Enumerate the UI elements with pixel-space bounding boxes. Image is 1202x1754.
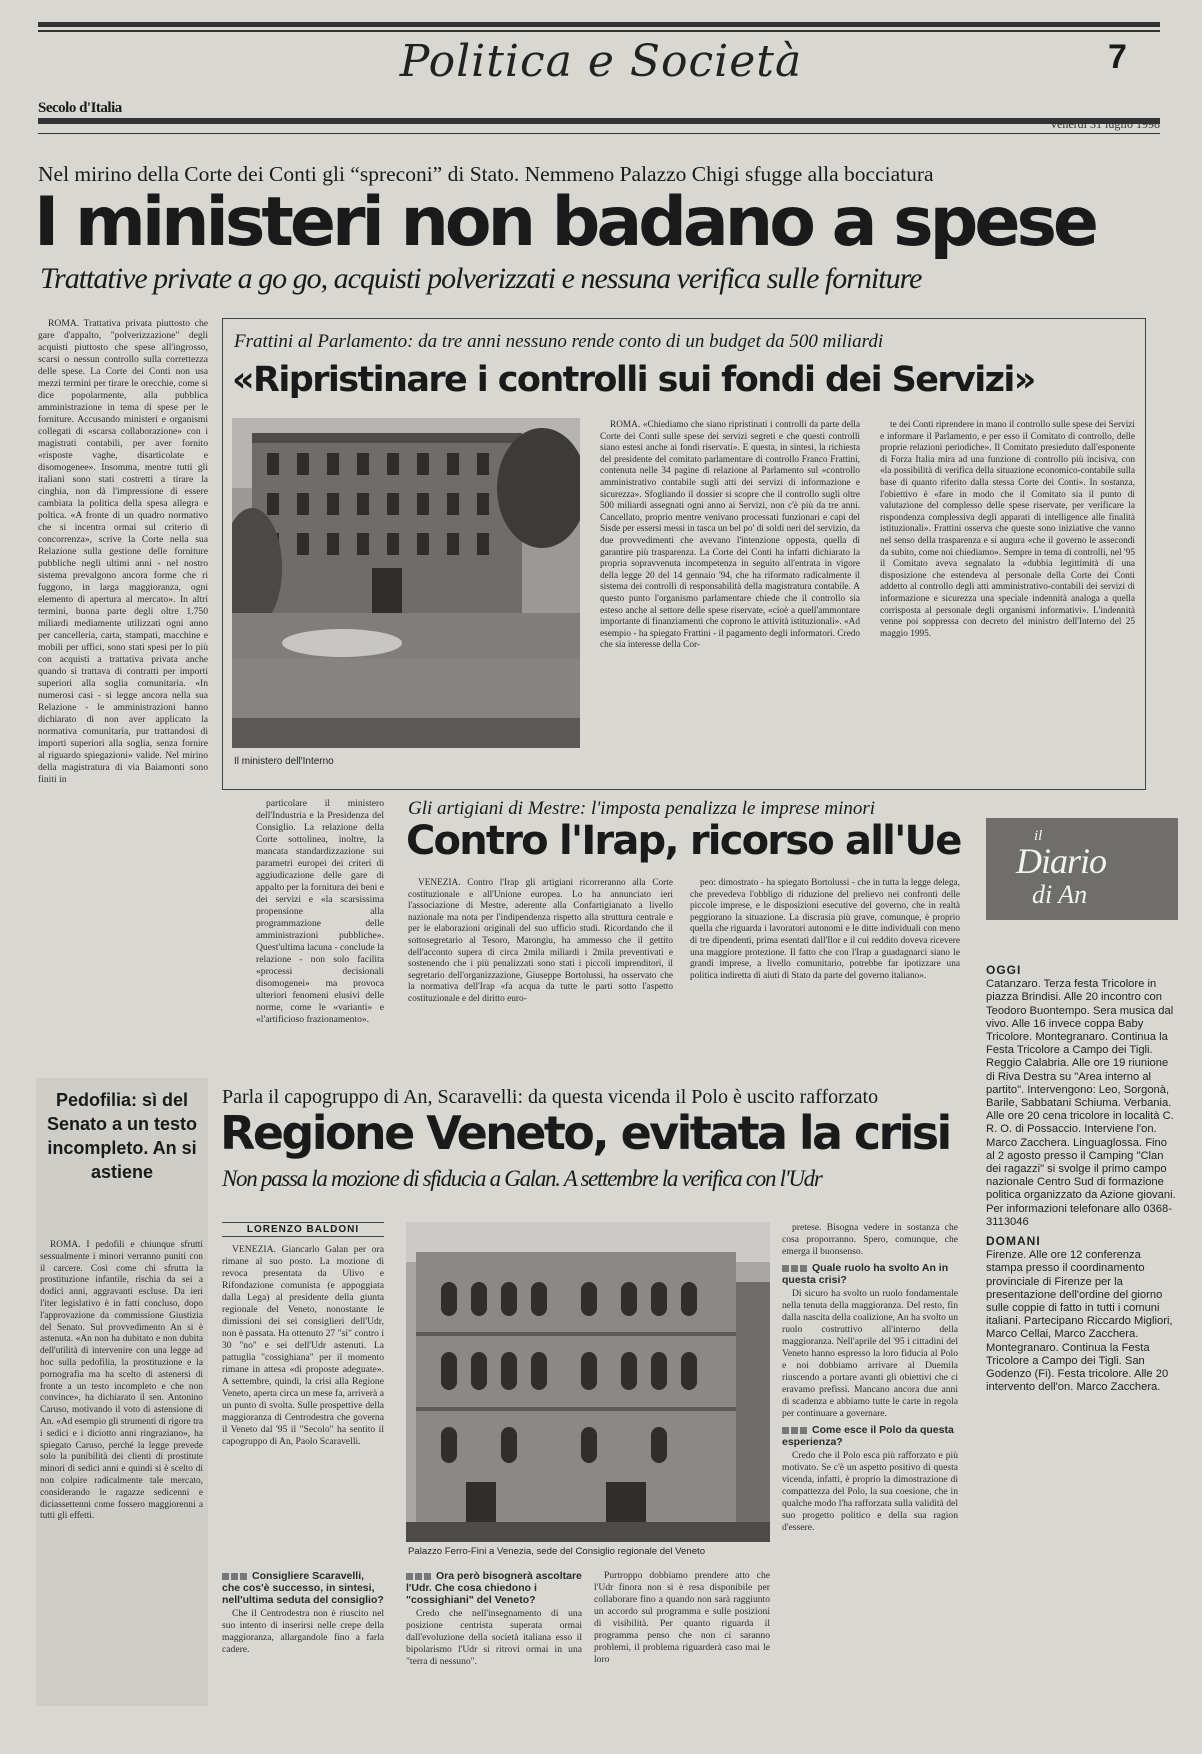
date-rule	[38, 133, 1160, 134]
page-number: 7	[1108, 38, 1127, 76]
diario-oggi-label: OGGI	[986, 964, 1022, 977]
veneto-question-4: Come esce il Polo da questa esperienza?	[782, 1424, 954, 1448]
pedofilia-headline: Pedofilia: sì del Senato a un testo incompleto. An si astiene	[46, 1090, 198, 1182]
building-illustration	[232, 418, 580, 748]
veneto-answer-4: Credo che il Polo esca più rafforzato e più motivato. Se c'è un aspetto positivo di questa vicenda, infatti, è proprio la dimostrazione di compattezza del Polo, la sua coesione, che in qualche modo l'ha rafforzata sulla validità del suo progetto politico e della sua ragion d'essere.	[782, 1450, 958, 1533]
diario-oggi-text: Catanzaro. Terza festa Tricolore in piazza Brindisi. Alle 20 incontro con Teodoro Buontempo. Sera musica dal vivo. Alle 16 invece coppa Baby Tricolore. Montegranaro. Continua la Festa Tricolore a Campo dei Tigli. Reggio Calabria. Alle ore 19 riunione di Riva Destra su "Area interno al partito". Intervengono: Leo, Sorgonà, Barile, Sabbatani Schiuma. Verbania. Alle ore 20 cena tricolore in località C. R. O. di Possaccio. Interviene l'on. Marco Zacchera. Linguaglossa. Fino al 2 agosto presso il Camping "Clan dei ragazzi" si svolge il primo campo nazionale Centro Sud di formazione politica organizzato da Azione giovani. Per informazioni telefonare allo 0368-3113046	[986, 978, 1176, 1228]
diario-logo-main: Diario	[1016, 841, 1107, 881]
irap-body: VENEZIA. Contro l'Irap gli artigiani ricorreranno alla Corte costituzionale e all'Unione europea. Lo ha annunciato ieri l'associazione di Mestre, aderente alla Confartigianato a livello nazionale ma nota per l'indipendenza rispetto alla struttura centrale e per le elaborazioni originali del suo ufficio studi. Ricordando che il sottosegretario al Tesoro, Marongiu, ha ammesso che il gettito dell'acconto supera di circa 2mila miliardi i 2mila preventivati e sostenendo che i più penalizzati sono stati i piccoli imprenditori, il segretario dell'organizzazione, Giuseppe Bortolussi, ha osservato che la normativa dell'Irap «fa acqua da tutte le parti sotto l'aspetto costituzionale e del diritto euro-	[408, 878, 673, 1004]
diario-domani-label: DOMANI	[986, 1234, 1041, 1249]
servizi-body-cont: te dei Conti riprendere in mano il controllo sulle spese dei Servizi e informare il Parlamento, e per esso il Comitato di controllo, delle proprie relazioni periodiche». Il Comitato presieduto dall'esponente di Forza Italia mira ad una funzione di controllo più incisiva, con «la possibilità di verifica della situazione economico-contabile sulla base di quanto riferito dalla stessa Corte dei Conti». In sostanza, l'obiettivo è «fare in modo che il Comitato sia il punto di valutazione del complesso delle spese riservate, per verificare la rispondenza complessiva degli apparati di intelligence alle finalità istituzionali». Frattini osserva che queste sono iniziative che vanno nel senso della trasparenza e si augura «che il governo le assecondi da subito, come noi chiediamo». Sempre in tema di controlli, nel '95 il Comitato aveva segnalato la «dubbia legittimità di una disposizione che estendeva al personale della Corte dei Conti addetto al controllo degli atti amministrativo-contabili dei servizi di informazione e sicurezza una speciale indennità analoga a quella corrisposta al personale degli organismi informativi». L'indennità venne poi soppressa con decreto del ministro dell'Interno del 25 maggio 1995.	[880, 420, 1135, 639]
main-story-column-2	[256, 798, 384, 1050]
irap-kicker: Gli artigiani di Mestre: l'imposta penalizza le imprese minori	[408, 798, 876, 819]
issue-date: Venerdì 31 luglio 1998	[1049, 117, 1160, 131]
question-marker-icon	[222, 1573, 248, 1580]
veneto-body-cont: pretese. Bisogna vedere in sostanza che cosa proporranno. Spero, comunque, che emerga il buonsenso.	[782, 1222, 958, 1257]
paper-name: Secolo d'Italia	[38, 100, 122, 116]
veneto-question-1: Consigliere Scaravelli, che cos'è successo, in sintesi, nell'ultima seduta del consiglio?	[222, 1570, 384, 1606]
servizi-headline: «Ripristinare i controlli sui fondi dei Servizi»	[232, 360, 1035, 400]
diario-logo-small: il	[1034, 828, 1043, 844]
section-title: Politica e Società	[399, 36, 803, 87]
pedofilia-body: ROMA. I pedofili e chiunque sfrutti sessualmente i minori verranno puniti con il carcere. Così come chi sfrutta la prostituzione infantile, rischia da sei a dodici anni, aggravanti escluse. Da ieri l'iter legislativo è in fatti concluso, dopo l'approvazione da commissione Giustizia del Senato. Sul provvedimento An si è astenuta. «An non ha dubitato e non dubita dell'utilità di intervenire con una legge ad hoc sulla pedofilia, la prostituzione e la pornografia ma ha scelto di astenersi di fronte a un testo incompleto e che non convince», ha dichiarato il sen. Antonino Caruso, motivando il voto di astensione di An. «Ad esempio gli strumenti di rigore tra i sedici e i diciotto anni ringraziano», ha spiegato Caruso, perché la legge prevede solo la punibilità dei clienti di prostitute minori di sedici anni e quindi si è scelto di non colpire radicalmente tale mercato, considerando le ragazze sedicenni e diciassettenni come fossero maggiorenni a tutti gli effetti.	[40, 1240, 203, 1522]
irap-column-1	[408, 878, 673, 1050]
veneto-headline: Regione Veneto, evitata la crisi	[220, 1106, 950, 1160]
top-rule	[38, 22, 1160, 27]
irap-headline: Contro l'Irap, ricorso all'Ue	[406, 818, 961, 864]
question-marker-icon	[406, 1573, 432, 1580]
question-marker-icon	[782, 1265, 808, 1272]
main-subheadline: Trattative private a go go, acquisti polverizzati e nessuna verifica sulle forniture	[40, 262, 922, 295]
veneto-answer-3: Di sicuro ha svolto un ruolo fondamentale nella tenuta della maggioranza. Del resto, fin dalla nascita della coalizione, An ha svolto un ruolo costruttivo all'interno della maggioranza. Nell'aprile del '95 i cittadini del Veneto hanno espresso la loro fiducia al Polo e noi dobbiamo arrivare al Duemila riuscendo a portare avanti gli obiettivi che ci eravamo prefissi. Mancano ancora due anni di scadenza e abbiamo tutte le carte in regola per continuare a governare.	[782, 1288, 958, 1419]
veneto-column-4	[782, 1222, 958, 1716]
veneto-question-3: Quale ruolo ha svolto An in questa crisi?	[782, 1262, 949, 1286]
veneto-kicker: Parla il capogruppo di An, Scaravelli: da questa vicenda il Polo è uscito rafforzato	[222, 1086, 879, 1108]
main-story-body-cont: particolare il ministero dell'Industria e la Presidenza del Consiglio. La relazione della Corte sottolinea, inoltre, la mancata standardizzazione sui parametri europei dei criteri di aggiudicazione delle gare di appalto per la fornitura dei beni e dei servizi e «la scarsissima propensione alla programmazione delle amministrazioni pubbliche». Quest'ultima lacuna - conclude la relazione - non solo facilita «processi decisionali disomogenei» ma provoca ulteriori fenomeni elusivi delle norme, come le «varianti» e «l'artificioso frazionamento».	[256, 798, 384, 1025]
main-story-column-1	[38, 318, 208, 790]
veneto-column-3	[594, 1570, 770, 1716]
question-marker-icon	[782, 1427, 808, 1434]
veneto-answer-2b: Purtroppo dobbiamo prendere atto che l'Udr finora non si è resa disponibile per collaborare fino a quando non sarà raggiunto un accordo sul programma e sulle posizioni di visibilità. Per quanto riguarda il programma penso che non ci saranno problemi, il problema riguarderà caso mai le loro	[594, 1570, 770, 1665]
main-headline: I ministeri non badano a spese	[34, 183, 1096, 262]
irap-column-2	[690, 878, 960, 1050]
servizi-body: ROMA. «Chiediamo che siano ripristinati i controlli da parte della Corte dei Conti sulle spese dei servizi segreti e che questi controlli siano estesi anche ai fondi riservati». E questa, in sintesi, la richiesta del presidente del comitato parlamentare di controllo Franco Frattini, contenuta nelle 34 pagine di relazione al Parlamento sul «controllo amministrativo contabile sugli atti dei servizi di informazione e sicurezza». Sfogliando il dossier si scopre che il controllo sugli oltre 500 miliardi assegnati ogni anno ai Servizi, non c'è più da tre anni. Cancellato, proprio mentre venivano processati funzionari e capi del Sisde per essersi messi in tasca un bel po' di soldi neri del servizio, da due provvedimenti che avevano l'intenzione opposta, quella di garantire più trasparenza. La Corte dei Conti ha infatti dichiarato la propria sopravvenuta incompetenza in seguito all'entrata in vigore della legge 20 del 14 gennaio '94, che ha riformato radicalmente il sistema dei controlli di responsabilità della magistratura contabile. A questo punto l'organismo parlamentare chiede che il controllo sia esteso anche al settore delle spese riservate, «cioè a quell'ammontare importante di finanziamenti che coprono le attività istituzionali». «Ad esempio - ha spiegato Frattini - il pagamento degli informatori. Credo che sia interesse della Cor-	[600, 420, 860, 651]
veneto-answer-2: Credo che nell'insegnamento di una posizione centrista superata ormai dall'evoluzione della società italiana esso il bipolarismo l'Udr si ritrovi ormai in una "terra di nessuno".	[406, 1608, 582, 1667]
veneto-byline: LORENZO BALDONI	[222, 1222, 384, 1237]
servizi-photo-caption: Il ministero dell'Interno	[234, 756, 334, 767]
servizi-kicker: Frattini al Parlamento: da tre anni nessuno rende conto di un budget da 500 miliardi	[234, 331, 884, 352]
main-kicker: Nel mirino della Corte dei Conti gli “spreconi” di Stato. Nemmeno Palazzo Chigi sfugge alla bocciatura	[38, 162, 934, 186]
palazzo-illustration	[406, 1222, 770, 1542]
servizi-column-1	[600, 420, 860, 780]
diario-agenda	[986, 964, 1178, 1739]
diario-logo	[986, 818, 1178, 920]
main-story-body: ROMA. Trattativa privata piuttosto che gare d'appalto, "polverizzazione" degli acquisti piuttosto che spese all'ingrosso, scarsi o nessun controllo sulla correttezza delle spese. La Corte dei Conti non usa mezzi termini per tirare le orecchie, come si dice popolarmente, alla pubblica amministrazione in tema di spese per le forniture. Accusando ministeri e organismi collegati di «scarsa collaborazione» con i magistrati contabili, per aver fornito «risposte vaghe, disarticolate e disomogenee». Insomma, mentre tutti gli italiani sono stati costretti a tirare la cinghia, non dà l'impressione di essere cambiata la politica della spesa allegra e poltica. «A fronte di un quadro normativo che si incentra ormai sul criterio di concorrenza», scrive la Corte nella sua Relazione sulla gestione delle forniture pubbliche negli ultimi anni - nel nostro sistema prevalgono ancora forme che ri fuggono, in larga maggioranza, ogni elemento di apertura al mercato». In altri termini, buona parte degli oltre 1.750 miliardi mediamente utilizzati ogni anno per cancelleria, carta, stampati, macchine e mobili per uffici, sono stati spesi per lo più con acquisti a trattativa privata anche quando si trattava di contratti per importi superiori alla soglia comunitaria. «In numerosi casi - si legge ancora nella sua Relazione - le amministrazioni hanno dichiarato di non aver applicato la normativa comunitaria, pur trattandosi di importi superiori alla soglia, senza fornire al riguardo spiegazioni» valide. Nel mirino della magistratura di via Baiamonti sono finiti in	[38, 318, 208, 785]
veneto-body: VENEZIA. Giancarlo Galan per ora rimane al suo posto. La mozione di revoca presentata da Ulivo e Rifondazione comunista (e appoggiata dalla Lega) al presidente della giunta regionale del Veneto, nonostante le dimissioni dei sei consiglieri dell'Udr, non è passata. Ha ottenuto 27 "si" contro i 30 "no" e sei dell'Udr astenuti. La pattuglia "cossighiana" per il momento rimane in attesa «di proposte adeguate». A settembre, quindi, la crisi alla Regione Veneto, aperta circa un mese fa, arriverà a un punto di svolta. Sulle prospettive della maggioranza di Centrodestra che governa il Veneto dal '95 il "Secolo" ha sentito il capogruppo di An, Paolo Scaravelli.	[222, 1244, 384, 1447]
veneto-column-2	[406, 1566, 582, 1716]
diario-logo-sub: di An	[1032, 880, 1088, 909]
palazzo-ferro-fini-photo	[406, 1222, 770, 1542]
veneto-subheadline: Non passa la mozione di sfiducia a Galan. A settembre la verifica con l'Udr	[222, 1166, 822, 1191]
ministero-interno-photo	[232, 418, 580, 748]
veneto-column-1b	[222, 1566, 384, 1716]
irap-body-cont: peo: dimostrato - ha spiegato Bortolussi - che in tutta la legge delega, che prevedeva l'obbligo di riduzione del prelievo nei confronti delle piccole imprese, e le disposizioni esecutive del governo, che in realtà peggiorano la situazione. La discrasia più grave, comunque, è proprio quella che riguarda i lavoratori autonomi e le ditte individuali con meno di tre dipendenti, prima esentati dall'Ilor e il cui reddito doveva ricevere una maggiore protezione. Il fatto che con l'Irap a guadagnarci siano le grandi imprese, a livello comunitario, potrebbe far ipotizzare una politica indiretta di aiuti di Stato da parte del governo italiano».	[690, 878, 960, 981]
veneto-photo-caption: Palazzo Ferro-Fini a Venezia, sede del Consiglio regionale del Veneto	[408, 1546, 706, 1557]
veneto-question-2: Ora però bisognerà ascoltare l'Udr. Che cosa chiedono i "cossighiani" del Veneto?	[406, 1570, 582, 1606]
diario-domani-text: Firenze. Alle ore 12 conferenza stampa presso il coordinamento provinciale di Firenze per la presentazione dell'ordine del giorno sulle coppie di fatto in tutti i comuni italiani. Partecipano Riccardo Migliori, Marco Cellai, Marco Zacchera. Montegranaro. Continua la Festa Tricolore a Campo dei Tigli. San Godenzo (Fi). Festa tricolore. Alle 20 intervento dell'on. Marco Zacchera.	[986, 1249, 1173, 1394]
servizi-column-2	[880, 420, 1135, 780]
top-rule-thin	[38, 30, 1160, 32]
veneto-column-1	[222, 1244, 384, 1554]
pedofilia-column	[40, 1240, 203, 1700]
veneto-answer-1: Che il Centrodestra non è riuscito nel suo intento di inserirsi nelle crepe della maggioranza, allargandole fino a farla cadere.	[222, 1608, 384, 1655]
